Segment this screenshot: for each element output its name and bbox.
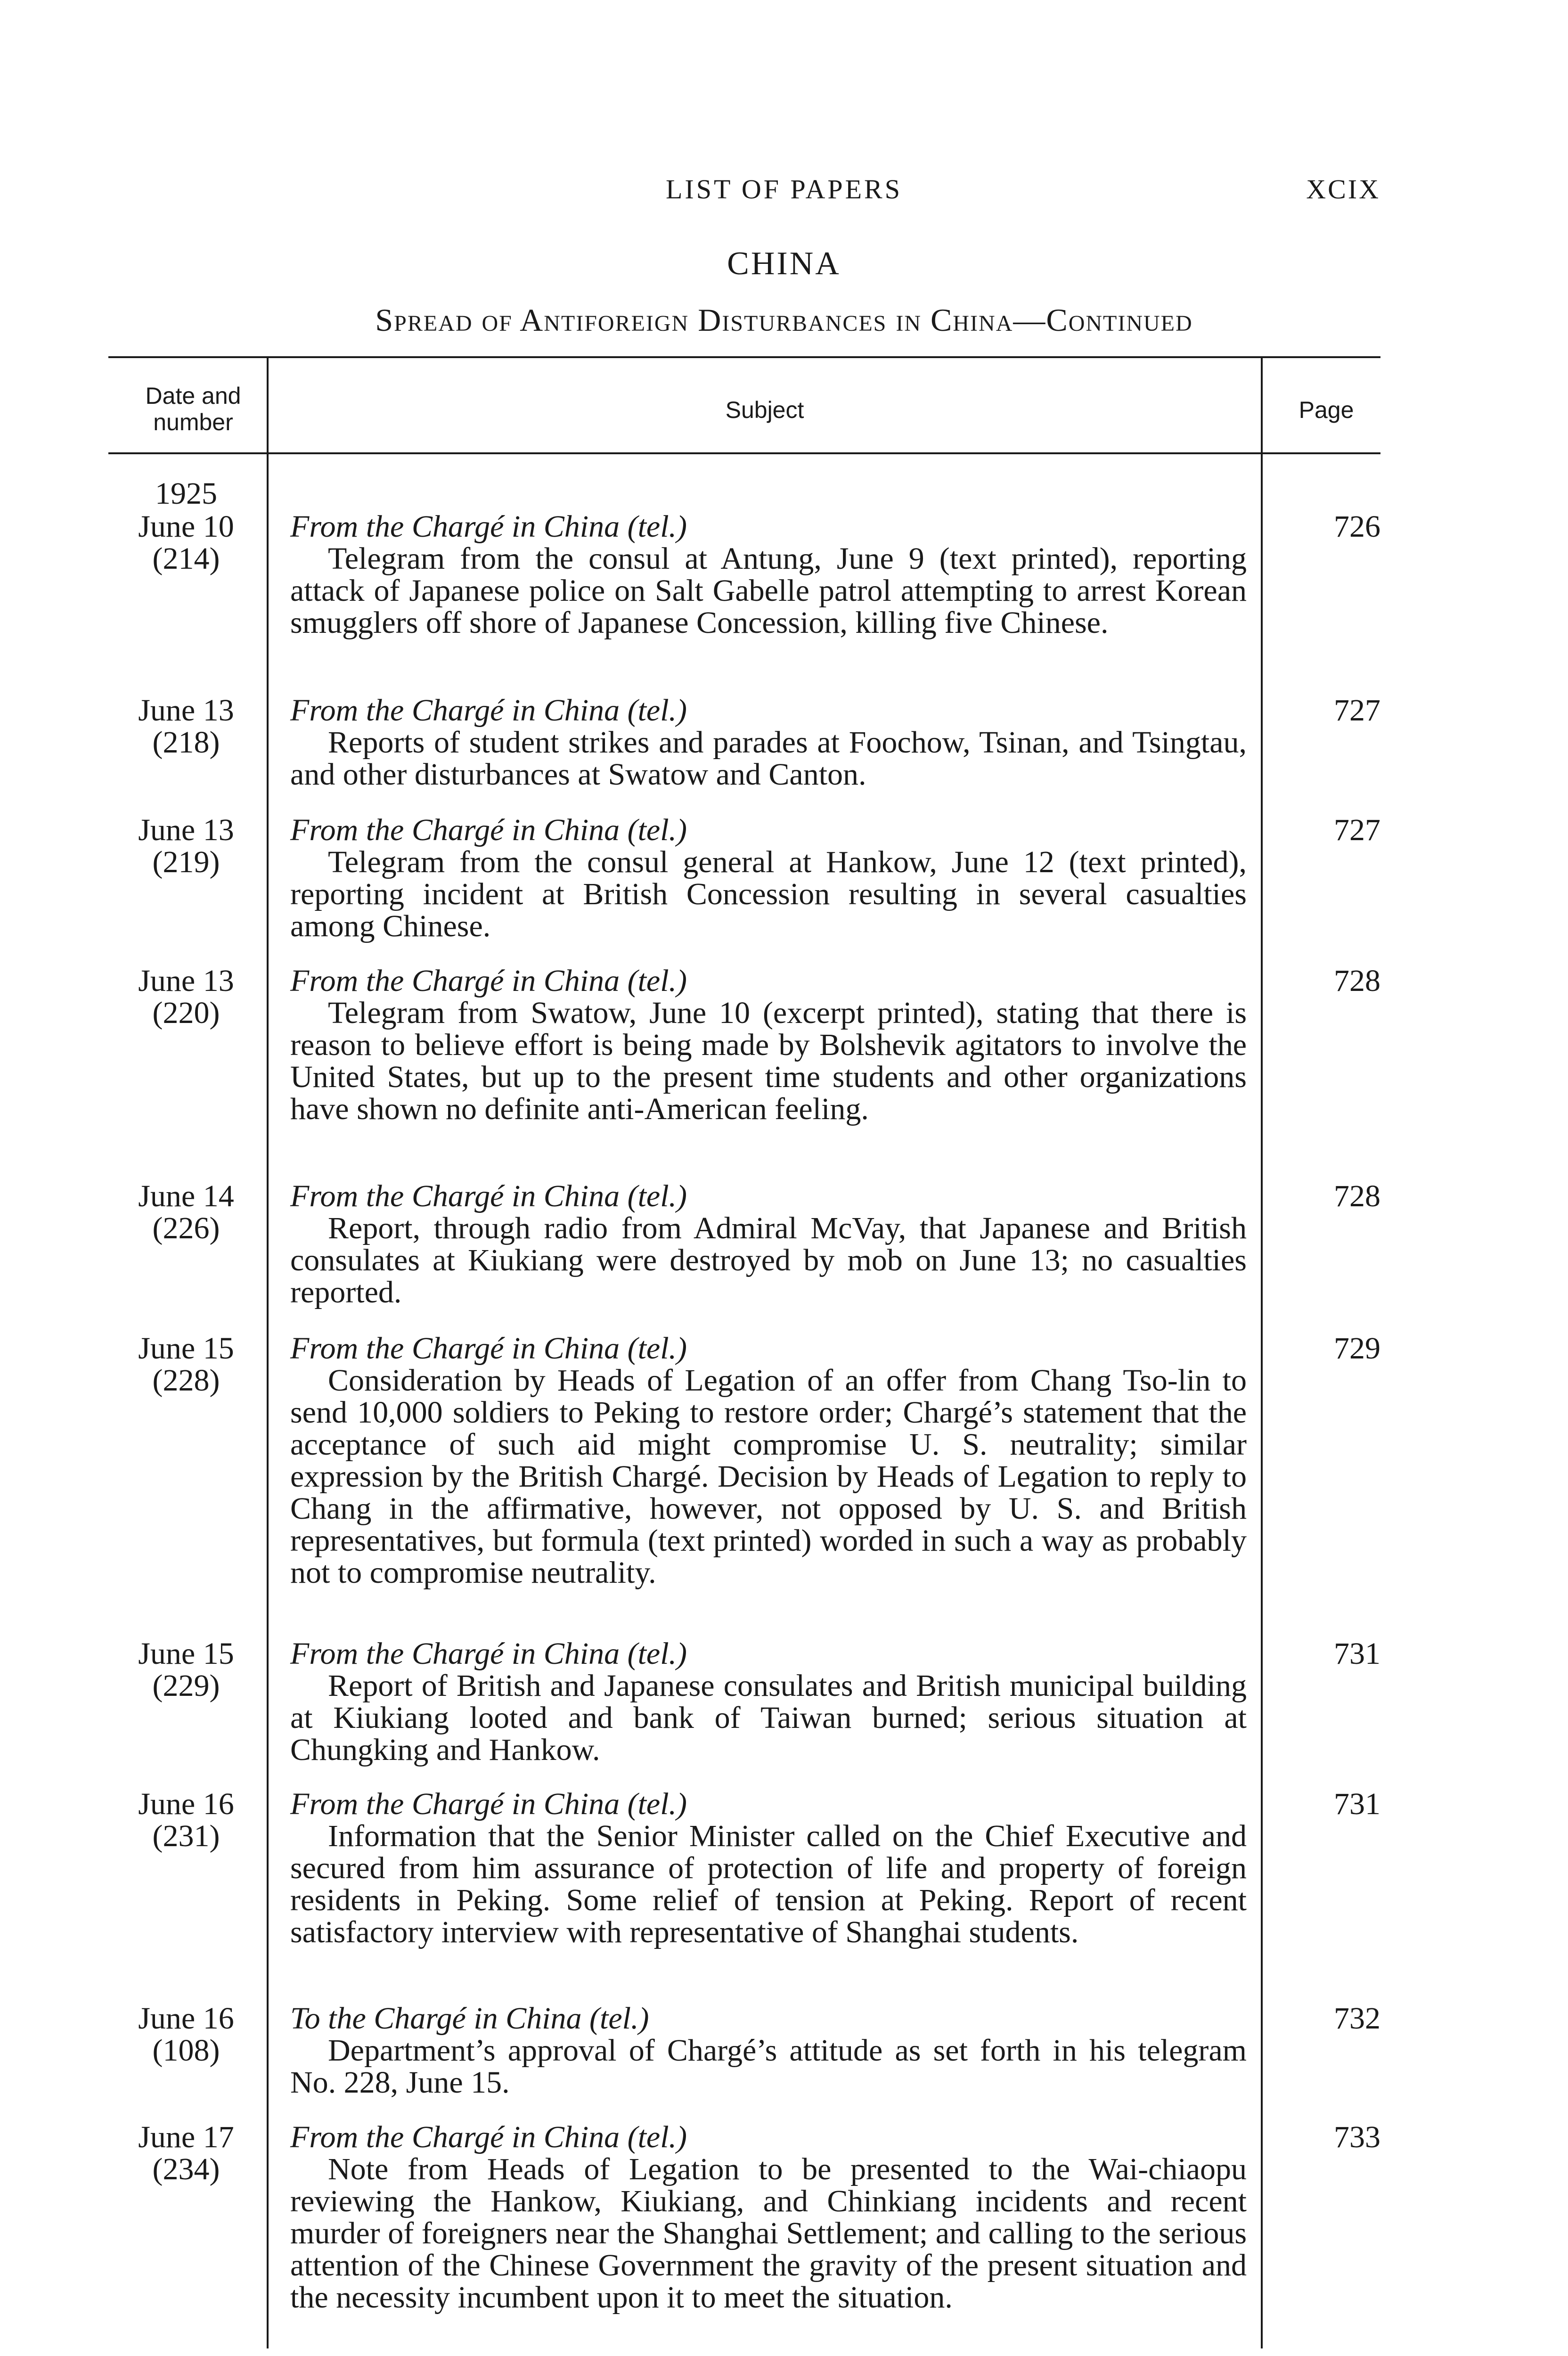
entry-number: (231) bbox=[152, 1819, 220, 1853]
page-folio: XCIX bbox=[1306, 174, 1380, 205]
entry-summary: Information that the Senior Minister called on the Chief Executive and secured from him assurance of protection of life and property of foreign residents in Peking. Some relief of tension at Peking. Report of recent satisfactory interview with representative of Shanghai students. bbox=[290, 1819, 1247, 1949]
entry-subject bbox=[290, 1333, 1247, 1589]
entry-page: 728 bbox=[1334, 964, 1380, 998]
entry-number: (229) bbox=[152, 1669, 220, 1703]
country-heading: CHINA bbox=[727, 245, 841, 282]
section-title: Spread of Antiforeign Disturbances in China—Continued bbox=[375, 302, 1193, 338]
entry-page: 732 bbox=[1334, 2001, 1380, 2036]
entry-date: June 13 bbox=[138, 693, 234, 728]
entry-page: 727 bbox=[1334, 693, 1380, 728]
entry-date: June 16 bbox=[138, 2001, 234, 2036]
entry-subject bbox=[290, 511, 1247, 639]
entry-date: June 14 bbox=[138, 1179, 234, 1213]
entry-summary: Note from Heads of Legation to be presented to the Wai-chiaopu reviewing the Hankow, Kiukiang, and Chinkiang incidents and recent murder of foreigners near the Shanghai Settlement; and calling to the serious attention of the Chinese Government the gravity of the present situation and the necessity incumbent upon it to meet the situation. bbox=[290, 2152, 1247, 2315]
entry-sender: From the Chargé in China (tel.) bbox=[290, 1636, 687, 1671]
entry-date: June 13 bbox=[138, 964, 234, 998]
entry-date-number bbox=[108, 965, 264, 1029]
entry-date-number bbox=[108, 1333, 264, 1397]
entry-page: 726 bbox=[1334, 509, 1380, 544]
entry-subject bbox=[290, 1180, 1247, 1309]
entry-date-number bbox=[108, 695, 264, 759]
entry-date-number bbox=[108, 1180, 264, 1244]
entry-sender: From the Chargé in China (tel.) bbox=[290, 2120, 687, 2154]
entry-summary: Consideration by Heads of Legation of an offer from Chang Tso-lin to send 10,000 soldiers to Peking to restore order; Chargé’s statement that the acceptance of such aid might compromise U. S. neutrality; similar expression by the British Chargé. Decision by Heads of Legation to reply to Chang in the affirmative, however, not opposed by U. S. and British representatives, but formula (text printed) worded in such a way as probably not to compromise neutrality. bbox=[290, 1363, 1247, 1590]
entry-number: (234) bbox=[152, 2152, 220, 2186]
entry-date-number bbox=[108, 1638, 264, 1702]
year-label: 1925 bbox=[155, 476, 217, 511]
running-head bbox=[0, 173, 1568, 206]
entry-sender: From the Chargé in China (tel.) bbox=[290, 1179, 687, 1213]
entry-date: June 16 bbox=[138, 1787, 234, 1821]
entry-number: (220) bbox=[152, 996, 220, 1030]
entry-sender: To the Chargé in China (tel.) bbox=[290, 2001, 649, 2036]
entry-subject bbox=[290, 965, 1247, 1125]
entry-subject bbox=[290, 695, 1247, 791]
entry-subject bbox=[290, 1638, 1247, 1766]
entry-date-number bbox=[108, 2121, 264, 2185]
column-header-date: Date and number bbox=[145, 383, 241, 435]
entry-sender: From the Chargé in China (tel.) bbox=[290, 693, 687, 728]
entry-date: June 15 bbox=[138, 1331, 234, 1366]
entry-page: 727 bbox=[1334, 813, 1380, 847]
entry-sender: From the Chargé in China (tel.) bbox=[290, 1787, 687, 1821]
entry-summary: Report of British and Japanese consulates and British municipal building at Kiukiang looted and bank of Taiwan burned; serious situation at Chungking and Hankow. bbox=[290, 1669, 1247, 1767]
entry-subject bbox=[290, 2003, 1247, 2099]
table-top-rule bbox=[108, 356, 1380, 358]
entry-date: June 10 bbox=[138, 509, 234, 544]
entry-page: 733 bbox=[1334, 2120, 1380, 2154]
entry-date-number bbox=[108, 511, 264, 575]
entry-page: 731 bbox=[1334, 1787, 1380, 1821]
entry-date: June 13 bbox=[138, 813, 234, 847]
entry-number: (214) bbox=[152, 541, 220, 576]
entry-page: 728 bbox=[1334, 1179, 1380, 1213]
entry-date-number bbox=[108, 814, 264, 878]
entry-sender: From the Chargé in China (tel.) bbox=[290, 509, 687, 544]
entry-date-number bbox=[108, 1788, 264, 1852]
entry-subject bbox=[290, 814, 1247, 942]
entry-subject bbox=[290, 1788, 1247, 1948]
column-header-page: Page bbox=[1298, 397, 1354, 423]
entry-number: (228) bbox=[152, 1363, 220, 1398]
entry-summary: Telegram from the consul at Antung, June 9 (text printed), reporting attack of Japanese police on Salt Gabelle patrol attempting to arrest Korean smugglers off shore of Japanese Concession, killing five Chinese. bbox=[290, 541, 1247, 640]
entry-subject bbox=[290, 2121, 1247, 2314]
entry-sender: From the Chargé in China (tel.) bbox=[290, 964, 687, 998]
page-column-divider bbox=[1261, 356, 1263, 2348]
entry-date-number bbox=[108, 2003, 264, 2067]
entry-page: 731 bbox=[1334, 1636, 1380, 1671]
entry-summary: Telegram from the consul general at Hankow, June 12 (text printed), reporting incident at British Concession resulting in several casualties among Chinese. bbox=[290, 845, 1247, 943]
entry-summary: Reports of student strikes and parades at Foochow, Tsinan, and Tsingtau, and other disturbances at Swatow and Canton. bbox=[290, 725, 1247, 792]
table-header-rule bbox=[108, 452, 1380, 454]
entry-date: June 17 bbox=[138, 2120, 234, 2154]
entry-summary: Report, through radio from Admiral McVay, that Japanese and British consulates at Kiukiang were destroyed by mob on June 13; no casualties reported. bbox=[290, 1211, 1247, 1309]
entry-number: (226) bbox=[152, 1211, 220, 1245]
entry-number: (108) bbox=[152, 2033, 220, 2068]
entry-summary: Department’s approval of Chargé’s attitude as set forth in his telegram No. 228, June 15. bbox=[290, 2033, 1247, 2100]
date-column-divider bbox=[267, 356, 269, 2348]
entry-sender: From the Chargé in China (tel.) bbox=[290, 1331, 687, 1366]
entry-number: (219) bbox=[152, 845, 220, 879]
entry-page: 729 bbox=[1334, 1331, 1380, 1366]
entry-date: June 15 bbox=[138, 1636, 234, 1671]
entry-summary: Telegram from Swatow, June 10 (excerpt printed), stating that there is reason to believe effort is being made by Bolshevik agitators to involve the United States, but up to the present time students and other organizations have shown no definite anti-American feeling. bbox=[290, 996, 1247, 1126]
entry-number: (218) bbox=[152, 725, 220, 760]
column-header-subject: Subject bbox=[725, 397, 804, 423]
running-title: LIST OF PAPERS bbox=[666, 174, 902, 205]
entry-sender: From the Chargé in China (tel.) bbox=[290, 813, 687, 847]
